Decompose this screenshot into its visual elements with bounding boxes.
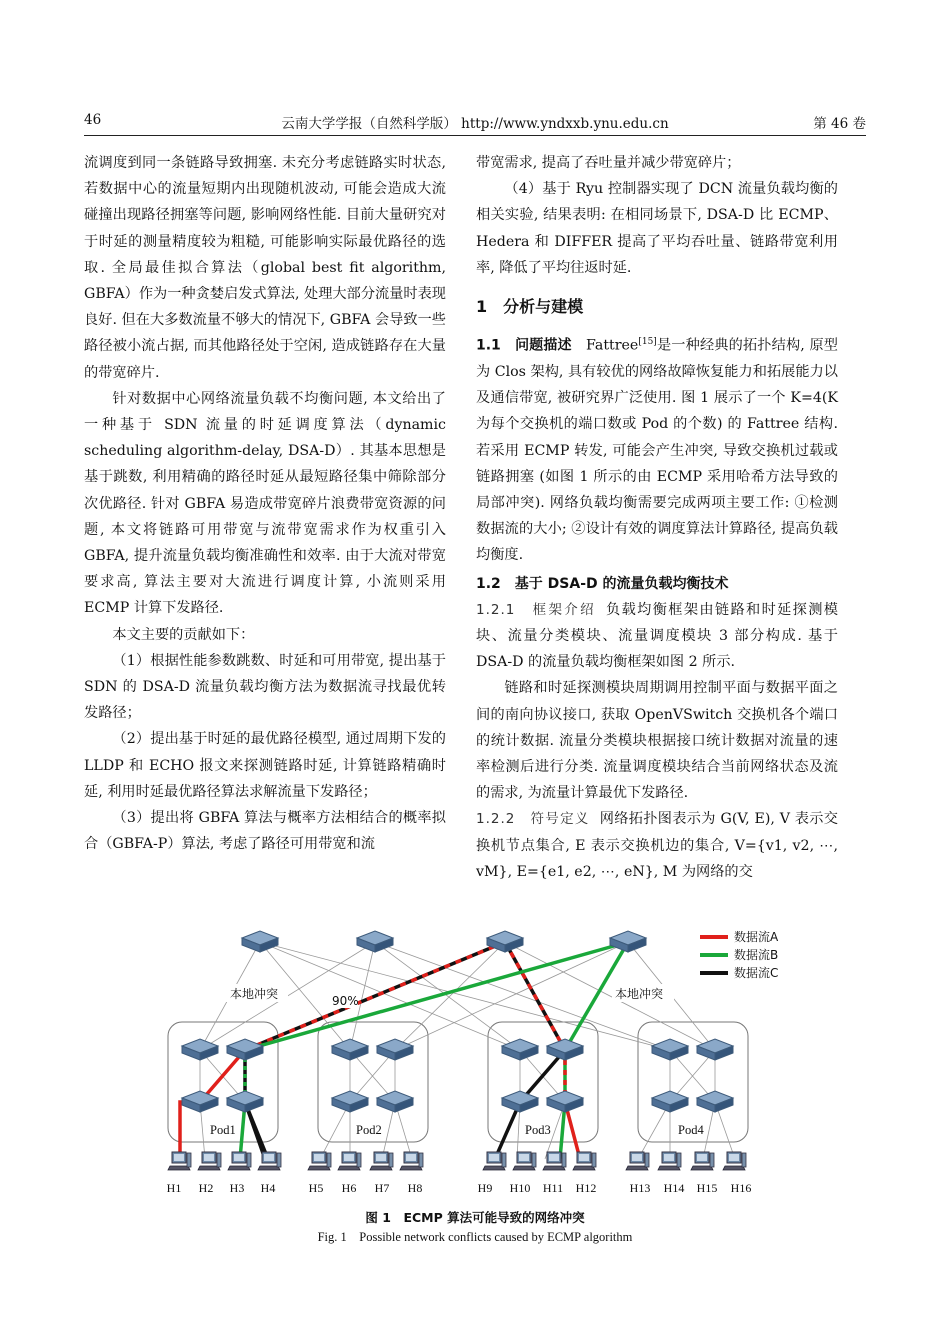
host-icon <box>400 1152 423 1170</box>
host-label: H5 <box>308 1181 324 1195</box>
host-icon <box>258 1152 281 1170</box>
agg-switch-icon <box>652 1039 688 1060</box>
host-icon <box>308 1152 331 1170</box>
host-icon <box>338 1152 361 1170</box>
inline-text: 负载均衡框架由链路和时延探测模块、流量分类模块、流量调度模块 3 部分构成. 基于 DSA-D 的流量负载均衡框架如图 2 所示. <box>476 601 838 671</box>
page-header <box>84 112 866 136</box>
host-icon <box>723 1152 746 1170</box>
local-conflict-label: 本地冲突 <box>615 987 664 1001</box>
paragraph: （1）根据性能参数跳数、时延和可用带宽, 提出基于 SDN 的 DSA-D 流量负载均衡方法为数据流寻找最优转发路径； <box>84 652 446 722</box>
hosts <box>168 1152 746 1170</box>
core-switch-icon <box>610 931 646 952</box>
paragraph <box>476 597 838 676</box>
page-number: 46 <box>84 112 102 128</box>
edge-switch-icon <box>332 1091 368 1112</box>
host-label: H9 <box>477 1181 493 1195</box>
inline-text: Fattree <box>586 337 639 354</box>
host-label: H14 <box>663 1181 685 1195</box>
percent-label: 90% <box>332 994 359 1008</box>
host-icon <box>370 1152 393 1170</box>
host-icon <box>168 1152 191 1170</box>
core-switch-icon <box>242 931 278 952</box>
host-icon <box>573 1152 596 1170</box>
paragraph <box>476 806 838 885</box>
local-conflict-label: 本地冲突 <box>230 987 279 1001</box>
figure-caption-cn: 图 1 ECMP 算法可能导致的网络冲突 <box>365 1210 585 1225</box>
host-icon <box>513 1152 536 1170</box>
paragraph: （2）提出基于时延的最优路径模型, 通过周期下发的 LLDP 和 ECHO 报文来探测链路时延, 计算链路精确时延, 利用时延最优路径算法求解流量下发路径； <box>84 731 446 800</box>
edge-switch-icon <box>547 1091 583 1112</box>
figure-caption-en: Fig. 1 Possible network conflicts caused by ECMP algorithm <box>317 1230 633 1244</box>
subsubsection-title: 1.2.1 框架介绍 <box>476 601 597 618</box>
host-label: H12 <box>575 1181 597 1195</box>
core-switch-icon <box>357 931 393 952</box>
left-column <box>84 150 446 857</box>
inline-text: 网络拓扑图表示为 G(V, E), V 表示交换机节点集合, E 表示交换机边的集合, V={v1, v2, ⋯, vM}, E={e1, e2, ⋯, eN}, M 为网络的交 <box>476 811 838 880</box>
legend-label: 数据流A <box>734 930 779 944</box>
citation: [15] <box>638 337 657 348</box>
host-label: H10 <box>509 1181 531 1195</box>
edge-switch-icon <box>227 1091 263 1112</box>
paragraph <box>476 329 838 569</box>
host-icon <box>658 1152 681 1170</box>
pod-label: Pod4 <box>678 1123 704 1137</box>
subsubsection-title: 1.2.2 符号定义 <box>476 811 590 828</box>
inline-text: 是一种经典的拓扑结构, 原型为 Clos 架构, 具有较优的网络故障恢复能力和拓展能力以及通信带宽, 被研究界广泛使用. 图 1 展示了一个 K=4(K 为每个交换机的端口数或 Pod 的个数) 的 Fattree 结构. 若采用 ECMP 转发, 可能会产生冲突, 导致交换机过载或链路拥塞 (如图 1 所示的由 ECMP 采用哈希方法导致的局部冲突). 网络负载均衡需要完成两项主要工作: ①检测数据流的大小; ②设计有效的调度算法计算路径, 提高负载均衡度. <box>476 337 838 564</box>
figure-legend <box>700 929 779 980</box>
host-icon <box>626 1152 649 1170</box>
section-heading: 1 分析与建模 <box>476 297 584 317</box>
legend-label: 数据流C <box>734 966 779 980</box>
host-label: H2 <box>198 1181 214 1195</box>
host-label: H16 <box>730 1181 752 1195</box>
agg-switch-icon <box>697 1039 733 1060</box>
pod-label: Pod3 <box>525 1123 551 1137</box>
host-label: H13 <box>629 1181 651 1195</box>
paragraph: 流调度到同一条链路导致拥塞. 未充分考虑链路实时状态, 若数据中心的流量短期内出现随机波动, 可能会造成大流碰撞出现路径拥塞等问题, 影响网络性能. 目前大量研究对于时延的测量精度较为粗糙, 可能影响实际最优路径的选取. 全局最佳拟合算法（global best fit algorithm, GBFA）作为一种贪婪启发式算法, 处理大部分流量时表现良好. 但在大多数流量不够大的情况下, GBFA 会导致一些路径被小流占据, 而其他路径处于空闲, 造成链路存在大量的带宽碎片. <box>84 155 446 381</box>
host-icon <box>691 1152 714 1170</box>
host-label: H4 <box>260 1181 276 1195</box>
agg-switch-icon <box>227 1039 263 1060</box>
pod-label: Pod2 <box>356 1123 382 1137</box>
agg-switch-icon <box>547 1039 583 1060</box>
legend-label: 数据流B <box>734 948 779 962</box>
volume-label: 第 46 卷 <box>813 116 866 132</box>
flow-b-path <box>245 942 628 1050</box>
agg-switch-icon <box>502 1039 538 1060</box>
paragraph: 带宽需求, 提高了吞吐量并减少带宽碎片； <box>476 155 741 171</box>
agg-switch-icon <box>332 1039 368 1060</box>
journal-title: 云南大学学报（自然科学版） http://www.yndxxb.ynu.edu.cn <box>281 116 669 132</box>
header-rule <box>84 135 866 136</box>
edge-switch-icon <box>652 1091 688 1112</box>
host-label: H15 <box>696 1181 718 1195</box>
paragraph: （3）提出将 GBFA 算法与概率方法相结合的概率拟合（GBFA-P）算法, 考虑了路径可用带宽和流 <box>84 810 446 853</box>
paragraph: 链路和时延探测模块周期调用控制平面与数据平面之间的南向协议接口, 获取 OpenVSwitch 交换机各个端口的统计数据. 流量分类模块根据接口统计数据对流量的速率检测后进行分类. 流量调度模块结合当前网络状态及流的需求, 为流量计算最优下发路径. <box>476 680 838 802</box>
pod-label: Pod1 <box>210 1123 236 1137</box>
host-icon <box>198 1152 221 1170</box>
edge-switch-icon <box>182 1091 218 1112</box>
figure-network-topology <box>160 922 800 1212</box>
paragraph: （4）基于 Ryu 控制器实现了 DCN 流量负载均衡的相关实验, 结果表明: 在相同场景下, DSA-D 比 ECMP、Hedera 和 DIFFER 提高了平均吞吐量、链路带宽利用率, 降低了平均往返时延. <box>476 181 838 276</box>
host-label: H8 <box>407 1181 423 1195</box>
edge-switch-icon <box>377 1091 413 1112</box>
edge-switch-icon <box>502 1091 538 1112</box>
host-label: H6 <box>341 1181 357 1195</box>
right-column <box>476 150 838 885</box>
host-label: H11 <box>542 1181 564 1195</box>
host-icon <box>483 1152 506 1170</box>
host-icon <box>228 1152 251 1170</box>
host-label: H7 <box>374 1181 390 1195</box>
edge-switch-icon <box>697 1091 733 1112</box>
paragraph: 本文主要的贡献如下： <box>112 626 255 643</box>
paragraph <box>476 571 838 597</box>
host-label: H1 <box>166 1181 182 1195</box>
paragraph: 针对数据中心网络流量负载不均衡问题, 本文给出了一种基于 SDN 流量的时延调度算法（dynamic scheduling algorithm-delay, DSA-D）. 其基本思想是基于跳数, 利用精确的路径时延从最短路径集中筛除部分次优路径. 针对 GBFA 易造成带宽碎片浪费带宽资源的问题, 本文将链路可用带宽与流带宽需求作为权重引入 GBFA, 提升流量负载均衡准确性和效率. 由于大流对带宽要求高, 算法主要对大流进行调度计算, 小流则采用 ECMP 计算下发路径. <box>84 390 446 617</box>
host-label: H3 <box>229 1181 245 1195</box>
subsection-title: 1.1 问题描述 <box>476 337 572 354</box>
agg-switch-icon <box>377 1039 413 1060</box>
subsection-title: 1.2 基于 DSA-D 的流量负载均衡技术 <box>476 575 729 592</box>
